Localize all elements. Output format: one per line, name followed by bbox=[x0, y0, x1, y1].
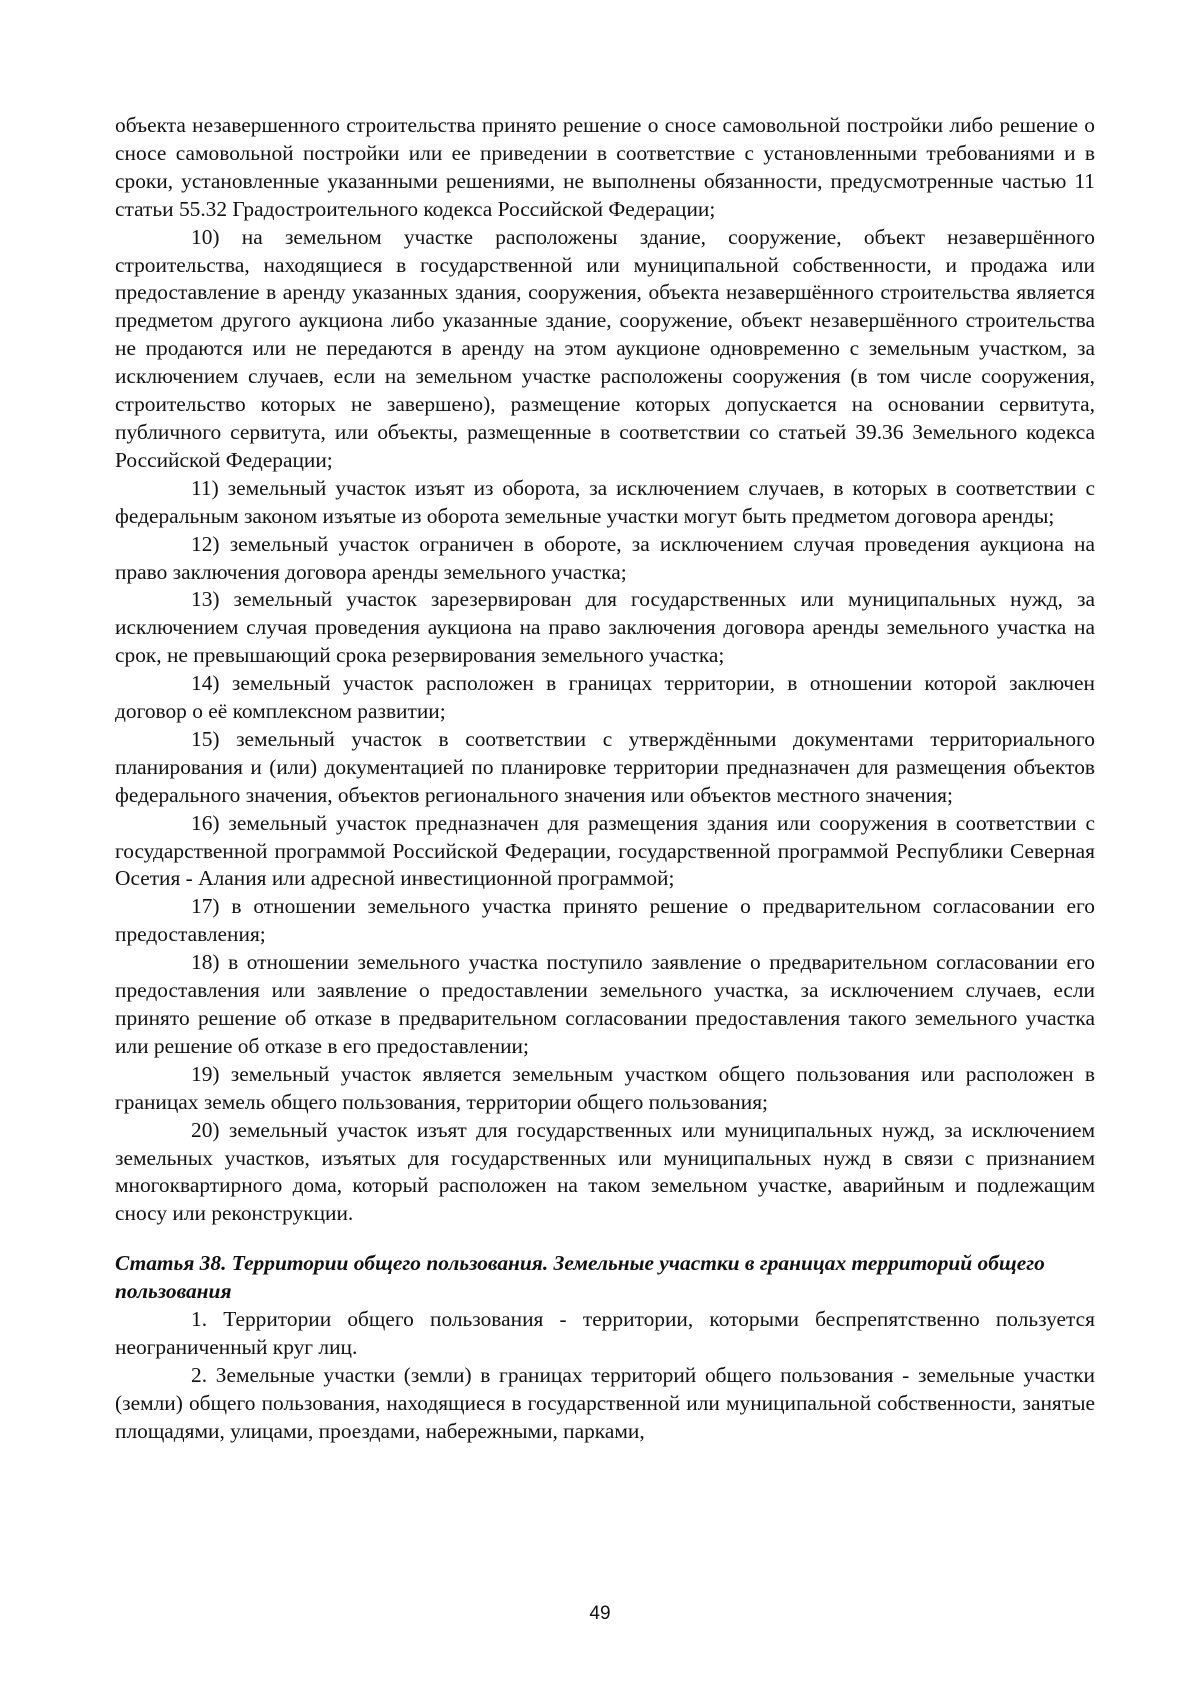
list-item-11: 11) земельный участок изъят из оборота, за исключением случаев, в которых в соответствии с федеральным законом изъятые из оборота земельные участки могут быть предметом договора аренды; bbox=[115, 475, 1095, 528]
list-item-19: 19) земельный участок является земельным участком общего пользования или расположен в границах земель общего пользования, территории общего пользования; bbox=[115, 1061, 1095, 1114]
list-item-20: 20) земельный участок изъят для государственных или муниципальных нужд, за исключением земельных участков, изъятых для государственных или муниципальных нужд в связи с признанием многоквартирного дома, который расположен на таком земельном участке, аварийным и подлежащим сносу или реконструкции. bbox=[115, 1117, 1095, 1226]
article-clause-2: 2. Земельные участки (земли) в границах территорий общего пользования - земельные участки (земли) общего пользования, находящиеся в государственной или муниципальной собственности, занятые площадями, улицами, проездами, набережными, парками, bbox=[115, 1362, 1095, 1443]
article-heading: Статья 38. Территории общего пользования. Земельные участки в границах территорий общего пользования bbox=[115, 1251, 1045, 1304]
list-item-15: 15) земельный участок в соответствии с утверждёнными документами территориального планирования и (или) документацией по планировке территории предназначен для размещения объектов федерального значения, объектов регионального значения или объектов местного значения; bbox=[115, 726, 1095, 807]
list-item-12: 12) земельный участок ограничен в обороте, за исключением случая проведения аукциона на право заключения договора аренды земельного участка; bbox=[115, 531, 1095, 584]
list-item-10: 10) на земельном участке расположены здание, сооружение, объект незавершённого строительства, находящиеся в государственной или муниципальной собственности, и продажа или предоставление в аренду указанных здания, сооружения, объекта незавершённого строительства является предметом другого аукциона либо указанные здание, сооружение, объект незавершённого строительства не продаются или не передаются в аренду на этом аукционе одновременно с земельным участком, за исключением случаев, если на земельном участке расположены сооружения (в том числе сооружения, строительство которых не завершено), размещение которых допускается на основании сервитута, публичного сервитута, или объекты, размещенные в соответствии со статьей 39.36 Земельного кодекса Российской Федерации; bbox=[115, 224, 1095, 472]
page-number: 49 bbox=[589, 1603, 611, 1624]
list-item-13: 13) земельный участок зарезервирован для государственных или муниципальных нужд, за исключением случая проведения аукциона на право заключения договора аренды земельного участка на срок, не превышающий срока резервирования земельного участка; bbox=[115, 587, 1095, 668]
paragraph-continuation: объекта незавершенного строительства принято решение о сносе самовольной постройки либо решение о сносе самовольной постройки или ее приведении в соответствие с установленными требованиями и в сроки, установленные указанными решениями, не выполнены обязанности, предусмотренные частью 11 статьи 55.32 Градостроительного кодекса Российской Федерации; bbox=[115, 113, 1095, 221]
article-clause-1: 1. Территории общего пользования - территории, которыми беспрепятственно пользуется неограниченный круг лиц. bbox=[115, 1307, 1095, 1359]
list-item-17: 17) в отношении земельного участка принято решение о предварительном согласовании его предоставления; bbox=[115, 894, 1095, 947]
list-item-18: 18) в отношении земельного участка поступило заявление о предварительном согласовании его предоставления или заявление о предоставлении земельного участка, за исключением случаев, если принято решение об отказе в предварительном согласовании предоставления такого земельного участка или решение об отказе в его предоставлении; bbox=[115, 950, 1095, 1058]
document-page bbox=[115, 112, 1095, 1446]
list-item-14: 14) земельный участок расположен в границах территории, в отношении которой заключен договор о её комплексном развитии; bbox=[115, 671, 1095, 724]
list-item-16: 16) земельный участок предназначен для размещения здания или сооружения в соответствии с государственной программой Российской Федерации, государственной программой Республики Северная Осетия - Алания или адресной инвестиционной программой; bbox=[115, 810, 1095, 891]
